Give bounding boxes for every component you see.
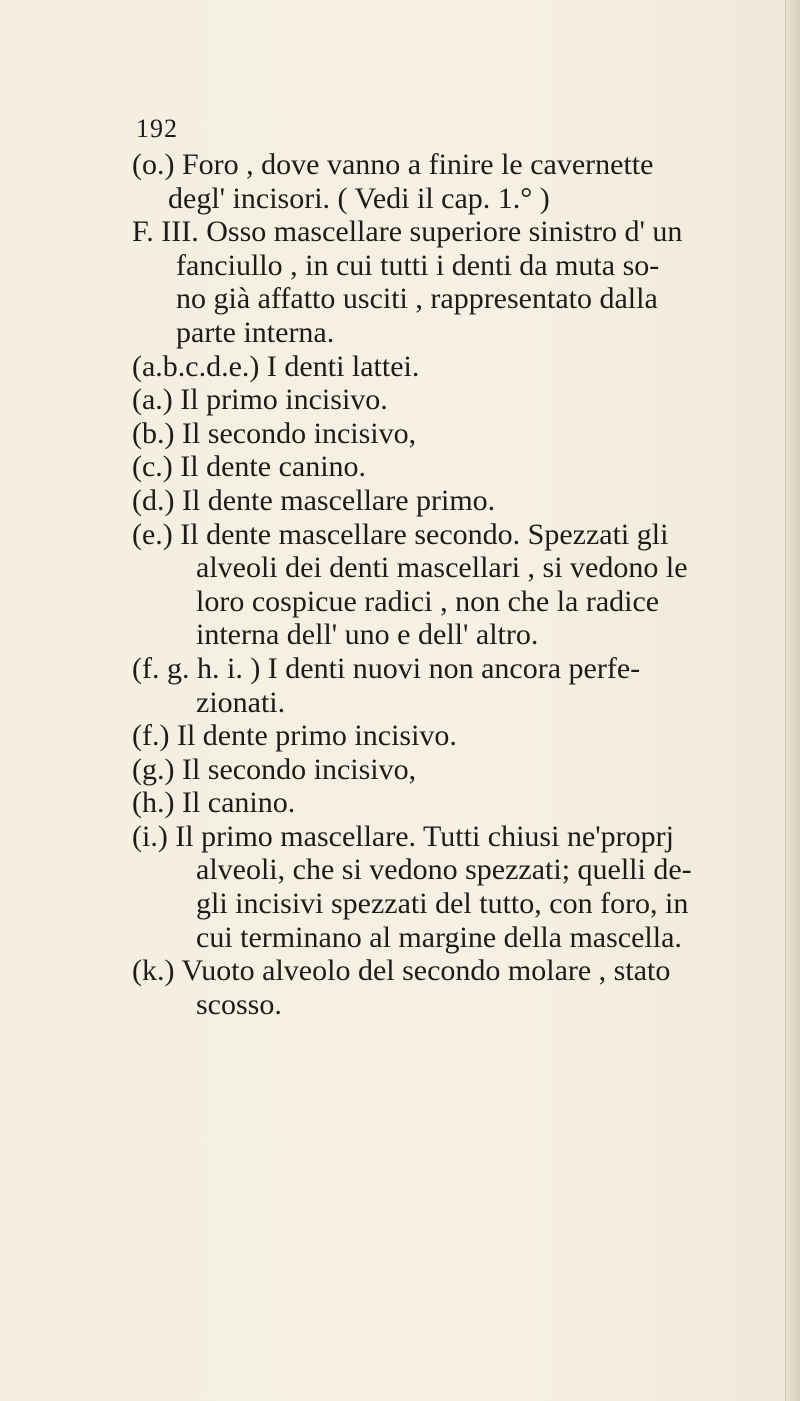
text-line: (k.) Vuoto alveolo del secondo molare , stato: [132, 954, 671, 988]
text-line: alveoli dei denti mascellari , si vedono le: [196, 551, 688, 585]
text-line: (e.) Il dente mascellare secondo. Spezzati gli: [132, 517, 669, 551]
text-line: parte interna.: [176, 315, 335, 349]
text-line: (f. g. h. i. ) I denti nuovi non ancora perfe-: [132, 651, 641, 685]
text-line: (a.) Il primo incisivo.: [132, 383, 388, 417]
page-number: 192: [136, 114, 178, 143]
text-line: degl' incisori. ( Vedi il cap. 1.° ): [168, 181, 550, 215]
text-line: scosso.: [196, 987, 282, 1021]
text-line: gli incisivi spezzati del tutto, con foro, in: [196, 887, 689, 921]
text-line: alveoli, che si vedono spezzati; quelli de-: [196, 853, 692, 887]
page-body: [132, 148, 772, 1021]
text-line: no già affatto usciti , rappresentato dalla: [176, 282, 658, 316]
text-line: (c.) Il dente canino.: [132, 450, 367, 484]
text-line: cui terminano al margine della mascella.: [196, 920, 682, 954]
text-line: (o.) Foro , dove vanno a finire le cavernette: [132, 148, 654, 181]
text-line: fanciullo , in cui tutti i denti da muta so-: [176, 248, 660, 282]
text-line: zionati.: [196, 685, 286, 719]
text-line: (g.) Il secondo incisivo,: [132, 752, 417, 786]
text-line: (h.) Il canino.: [132, 786, 296, 820]
text-line: (b.) Il secondo incisivo,: [132, 416, 417, 450]
text-line: F. III. Osso mascellare superiore sinistro d' un: [132, 215, 683, 249]
text-line: loro cospicue radici , non che la radice: [196, 584, 660, 618]
text-line: interna dell' uno e dell' altro.: [196, 618, 539, 652]
text-line: (f.) Il dente primo incisivo.: [132, 719, 457, 753]
page-edge: [785, 0, 800, 1401]
text-line: (d.) Il dente mascellare primo.: [132, 483, 496, 517]
text-line: (i.) Il primo mascellare. Tutti chiusi ne'proprj: [132, 819, 674, 853]
text-line: (a.b.c.d.e.) I denti lattei.: [132, 349, 420, 383]
